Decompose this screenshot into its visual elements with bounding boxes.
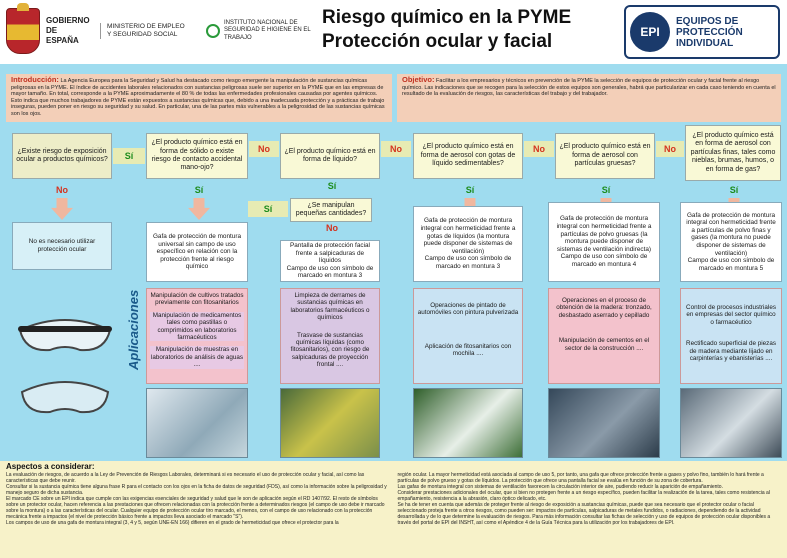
apps-column-1: [146, 288, 248, 384]
arrow-no-1: No: [249, 141, 279, 157]
aspectos-item: Considerar prestaciones adicionales del ocular, que si bien no protegen frente a un riesgo específico, pueden facilitar la realización de la tarea, tales como resistencia al empañamiento, resistencia a la abrasión, claro óptico delicado, etc.: [397, 490, 770, 502]
aspectos-item: Consultar si la sustancia química tiene alguna frase R para el contacto con los ojos en la ficha de datos de seguridad (FDS), así como la información sobre la peligrosidad y manejo seguro de dicha sustancia.: [6, 484, 387, 496]
objetivo-box: [397, 74, 781, 122]
app-item: Control de procesos industriales en empresas del sector químico o farmacéutico: [686, 304, 776, 326]
apps-column-2: [280, 288, 380, 384]
title-line2: Protección ocular y facial: [322, 31, 553, 52]
question-5: ¿El producto químico está en forma de aerosol con partículas gruesas?: [555, 133, 655, 179]
epi-line2: PROTECCIÓN: [676, 26, 743, 38]
apps-column-5: [680, 288, 782, 384]
app-item: Operaciones de pintado de automóviles con pintura pulverizada: [417, 302, 519, 317]
result-no-necesario: No es necesario utilizar protección ocular: [12, 222, 112, 270]
objetivo-text: Facilitar a los empresarios y técnicos en prevención de la PYME la selección de equipos de protección ocular y facial frente al riesgo químico. Las indicaciones que se recogen para la selección de estos equipos son generales, habrá que particularizar en cada caso teniendo en cuenta el resultado de la evaluación de riesgos, las características del trabajo y del trabajador.: [402, 78, 776, 98]
answer-si-5: Sí: [601, 185, 611, 195]
aspectos-title: Aspectos a considerar:: [6, 462, 95, 471]
insht-logo: [206, 8, 316, 54]
gobierno-text: GOBIERNO DE ESPAÑA: [46, 16, 90, 45]
aspectos-item: Se ha de tener en cuenta que además de proteger frente al riesgo de exposición a sustancias químicas, puede que sea necesario que el protector ocular o facial seleccionado proteja frente a otros riesgos, como pueden ser: impactos de partículas, salpicaduras de metales fundidos, o radiaciones, dependiendo de la actividad desarrollada y de lo que determine la evaluación de riesgos. Para más información consultar las fichas de selección y uso de equipos de protección ocular disponibles a través del portal de EPI del INSHT, así como el Apéndice 4 de la Guía Técnica para la utilización por los trabajadores de EPI.: [397, 502, 771, 526]
epi-line1: EQUIPOS DE: [676, 15, 739, 27]
result-gafa-polvo-fino: Gafa de protección de montura integral con hermeticidad frente a partículas de polvo finas y gases (la montura no puede disponer de sistemas de ventilación) Campo de uso con símbolo de marcado en montura 5: [680, 202, 782, 282]
result-gafa-polvo-grueso: Gafa de protección de montura integral con hermeticidad frente a partículas de polvo gruesas (la montura puede disponer de sistemas de ventilación indirecta) Campo de uso con símbolo de marcado en montura 4: [548, 202, 660, 282]
aspectos-item: región ocular. La mayor hermeticidad está asociada al campo de uso 5, por tanto, una gafa que ofrece protección frente a gases y polvo fino, también lo hará frente a partículas de polvo grueso y gotas de líquidos. La protección que ofrece una pantalla facial se evalúa en función de su zona de cobertura.: [397, 472, 764, 484]
insht-icon: [206, 24, 220, 38]
intro-text: La Agencia Europea para la Seguridad y Salud ha destacado como riesgo emergente la manipulación de sustancias químicas peligrosas en la PYME. El índice de accidentes laborales relacionados con sustancias peligrosas suele ser superior en la PYME que en las empresas de mayor tamaño. En total, corresponde a la PYME aproximadamente el 80 % de todas las enfermedades profesionales causadas por agentes químicos. Esto indica que muchos trabajadores de PYME están expuestos a sustancias químicas que, debido a una inadecuada protección y a prácticas de trabajo inseguras, pueden poner en riesgo su seguridad y su salud. En particular, una de las partes más vulnerables a la peligrosidad de las sustancias químicas son los ojos.: [11, 78, 385, 117]
down-arrow-2: [188, 198, 210, 220]
app-item: Manipulación de cementos en el sector de la construcción ....: [558, 337, 650, 352]
answer-no-pequenas: No: [326, 223, 338, 233]
photo-spray-worker: [413, 388, 523, 458]
title-line1: Riesgo químico en la PYME: [322, 7, 572, 28]
question-2: ¿El producto químico está en forma de sólido o existe riesgo de contacto accidental mano-ojo?: [146, 133, 248, 179]
answer-si-4: Sí: [465, 185, 475, 195]
photo-liquid-transfer: [280, 388, 380, 458]
result-pantalla-facial: Pantalla de protección facial frente a salpicaduras de líquidos Campo de uso con símbolo de marcado en montura 3: [280, 240, 380, 282]
objetivo-label: Objetivo:: [402, 75, 435, 84]
answer-si-2: Sí: [194, 185, 204, 195]
coat-of-arms-icon: [6, 8, 40, 54]
aspectos-item: Los campos de uso de una gafa de montura integral (3, 4 y 5, según UNE-EN 166) difieren en el grado de hermeticidad que ofrece el protector para la: [6, 520, 339, 526]
app-item: Manipulación de medicamentos tales como pastillas o comprimidos en laboratorios farmacéuticos: [150, 312, 244, 342]
question-6: ¿El producto químico está en forma de aerosol con partículas finas, tales como nieblas, brumas, humos, o en forma de gas?: [685, 125, 781, 181]
apps-column-3: [413, 288, 523, 384]
arrow-no-2: No: [381, 141, 411, 157]
apps-column-4: [548, 288, 660, 384]
intro-box: [6, 74, 392, 122]
goggles-illustration: [10, 290, 120, 430]
instituto-text: INSTITUTO NACIONAL DE SEGURIDAD E HIGIENE EN EL TRABAJO: [224, 19, 311, 41]
aspectos-left: [6, 472, 390, 526]
down-arrow-1: [51, 198, 73, 220]
arrow-no-4: No: [656, 141, 684, 157]
answer-si-3: Sí: [327, 181, 337, 191]
question-3: ¿El producto químico está en forma de líquido?: [280, 133, 380, 179]
app-item: Manipulación de muestras en laboratorios de análisis de aguas ....: [150, 346, 244, 369]
question-pequenas: ¿Se manipulan pequeñas cantidades?: [290, 198, 372, 222]
arrow-si-pequenas: Sí: [248, 201, 288, 217]
epi-badge: [624, 5, 780, 59]
aspectos-item: El marcado CE sobre un EPI indica que cumple con las exigencias esenciales de seguridad y salud que le son de aplicación según el RD 1407/92. El resto de símbolos sobre un protector ocular, hacen referencia a las prestaciones que ofrecen relacionadas con la protección frente a determinados riesgos (el campo de uso debe ir marcado sobre la montura) o a las características del ocular. Cualquier equipo de protección ocular tiro marcado, el menos, con el campo de uso relacionado con la protección mecánica frente a impactos (el nivel de protección básico frente a impactos lleva asociado el marcado "S").: [6, 496, 385, 520]
photo-lab-worker: [146, 388, 248, 458]
gobierno-logo: [6, 4, 201, 58]
aspectos-right: [398, 472, 782, 526]
question-4: ¿El producto químico está en forma de aerosol con gotas de líquido sedimentables?: [413, 133, 523, 179]
app-item: Trasvase de sustancias químicas líquidas (como fitosanitarios), con riesgo de salpicaduras de proyección frontal ....: [290, 331, 370, 369]
arrow-no-3: No: [524, 141, 554, 157]
answer-no-1: No: [56, 185, 68, 195]
result-gafa-universal: Gafa de protección de montura universal sin campo de uso específico en relación con la protección frente al riesgo químico: [146, 222, 248, 282]
app-item: Limpieza de derrames de sustancias químicas en laboratorios farmacéuticos o químicos: [290, 292, 370, 322]
app-item: Operaciones en el proceso de obtención de la madera: tronzado, desbastado aserrado y cepillado: [556, 297, 652, 319]
ministerio-text: MINISTERIO DE EMPLEO Y SEGURIDAD SOCIAL: [100, 23, 190, 39]
aspectos-item: La evaluación de riesgos, de acuerdo a la Ley de Prevención de Riesgos Laborales, determinará si es necesario el uso de protección ocular y facial, así como las características que debe reunir.: [6, 472, 365, 484]
aplicaciones-label: Aplicaciones: [126, 289, 141, 370]
question-1: ¿Existe riesgo de exposición ocular a productos químicos?: [12, 133, 112, 179]
app-item: Aplicación de fitosanitarios con mochila ....: [424, 342, 512, 358]
intro-label: Introducción:: [11, 75, 59, 84]
arrow-si-1: Sí: [113, 148, 145, 164]
photo-wood-worker: [548, 388, 660, 458]
app-item: Rectificado superficial de piezas de madera mediante lijado en carpinterías y ebanisterías ....: [686, 340, 776, 363]
photo-industrial-control: [680, 388, 782, 458]
app-item: Manipulación de cultivos tratados previamente con fitosanitarios: [150, 292, 244, 307]
epi-line3: INDIVIDUAL: [676, 37, 734, 49]
aspectos-item: Las gafas de montura integral con sistemas de ventilación favorecen la circulación interior de aire, pudiendo reducir la aparición de empañamiento.: [397, 484, 723, 490]
answer-si-6: Sí: [729, 185, 739, 195]
result-gafa-gotas: Gafa de protección de montura integral con hermeticidad frente a gotas de líquidos (la montura puede disponer de sistemas de ventilación) Campo de uso con símbolo de marcado en montura 3: [413, 206, 523, 282]
page-title: [322, 6, 622, 60]
aspectos-section: [0, 461, 787, 558]
epi-icon: EPI: [630, 12, 670, 52]
